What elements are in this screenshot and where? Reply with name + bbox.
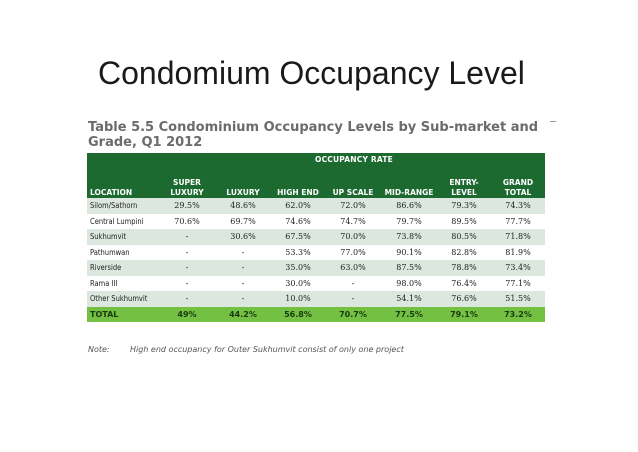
column-header-location: LOCATION — [87, 166, 159, 198]
total-label: TOTAL — [87, 307, 159, 322]
occupancy-cell-luxury: 69.7% — [215, 214, 271, 230]
column-header-up-scale: UP SCALE — [325, 166, 381, 198]
slide-title: Condomium Occupancy Level — [98, 55, 525, 91]
occupancy-cell-up-scale: 70.0% — [325, 229, 381, 245]
occupancy-cell-grand-total: 73.4% — [491, 260, 545, 276]
occupancy-cell-super-luxury: - — [159, 229, 215, 245]
total-cell-up-scale: 70.7% — [325, 307, 381, 322]
occupancy-cell-super-luxury: - — [159, 291, 215, 307]
occupancy-cell-luxury: - — [215, 245, 271, 261]
note-text: High end occupancy for Outer Sukhumvit consist of only one project — [130, 345, 404, 354]
occupancy-cell-luxury: 30.6% — [215, 229, 271, 245]
occupancy-table — [87, 153, 545, 322]
occupancy-cell-entry-level: 78.8% — [437, 260, 491, 276]
table-note — [88, 345, 404, 354]
table-row — [87, 229, 545, 245]
table-row — [87, 198, 545, 214]
total-row — [87, 307, 545, 322]
occupancy-cell-super-luxury: 70.6% — [159, 214, 215, 230]
total-cell-luxury: 44.2% — [215, 307, 271, 322]
column-header-mid-range: MID-RANGE — [381, 166, 437, 198]
total-cell-high-end: 56.8% — [271, 307, 325, 322]
occupancy-cell-entry-level: 76.4% — [437, 276, 491, 292]
occupancy-cell-up-scale: 72.0% — [325, 198, 381, 214]
location-cell: Other Sukhumvit — [87, 291, 159, 307]
location-cell: Rama III — [87, 276, 159, 292]
occupancy-cell-grand-total: 77.7% — [491, 214, 545, 230]
location-cell: Riverside — [87, 260, 159, 276]
occupancy-rate-label: OCCUPANCY RATE — [271, 153, 437, 166]
occupancy-cell-up-scale: 74.7% — [325, 214, 381, 230]
occupancy-cell-up-scale: 63.0% — [325, 260, 381, 276]
occupancy-cell-mid-range: 54.1% — [381, 291, 437, 307]
occupancy-cell-mid-range: 90.1% — [381, 245, 437, 261]
occupancy-cell-entry-level: 82.8% — [437, 245, 491, 261]
occupancy-cell-up-scale: - — [325, 276, 381, 292]
occupancy-cell-super-luxury: - — [159, 260, 215, 276]
occupancy-cell-grand-total: 51.5% — [491, 291, 545, 307]
total-cell-mid-range: 77.5% — [381, 307, 437, 322]
table-row — [87, 276, 545, 292]
table-caption: Table 5.5 Condominium Occupancy Levels by Sub-market and Grade, Q1 2012 — [88, 120, 539, 150]
occupancy-cell-entry-level: 76.6% — [437, 291, 491, 307]
location-cell: Pathumwan — [87, 245, 159, 261]
occupancy-cell-mid-range: 79.7% — [381, 214, 437, 230]
column-header-high-end: HIGH END — [271, 166, 325, 198]
occupancy-cell-entry-level: 80.5% — [437, 229, 491, 245]
occupancy-cell-entry-level: 79.3% — [437, 198, 491, 214]
table-row — [87, 291, 545, 307]
column-header-super-luxury: SUPER LUXURY — [159, 166, 215, 198]
total-cell-grand-total: 73.2% — [491, 307, 545, 322]
occupancy-cell-high-end: 10.0% — [271, 291, 325, 307]
occupancy-cell-up-scale: 77.0% — [325, 245, 381, 261]
occupancy-cell-high-end: 74.6% — [271, 214, 325, 230]
occupancy-cell-high-end: 67.5% — [271, 229, 325, 245]
occupancy-cell-high-end: 30.0% — [271, 276, 325, 292]
occupancy-cell-mid-range: 87.5% — [381, 260, 437, 276]
occupancy-cell-mid-range: 73.8% — [381, 229, 437, 245]
occupancy-cell-high-end: 53.3% — [271, 245, 325, 261]
occupancy-cell-luxury: - — [215, 276, 271, 292]
occupancy-cell-luxury: - — [215, 291, 271, 307]
location-cell: Sukhumvit — [87, 229, 159, 245]
column-header-row — [87, 166, 545, 198]
table-row — [87, 260, 545, 276]
occupancy-cell-grand-total: 81.9% — [491, 245, 545, 261]
table-row — [87, 214, 545, 230]
location-cell: Central Lumpini — [87, 214, 159, 230]
decorative-tick — [550, 121, 556, 122]
column-header-grand-total: GRAND TOTAL — [491, 166, 545, 198]
occupancy-cell-super-luxury: - — [159, 245, 215, 261]
occupancy-cell-luxury: 48.6% — [215, 198, 271, 214]
occupancy-cell-super-luxury: 29.5% — [159, 198, 215, 214]
column-header-luxury: LUXURY — [215, 166, 271, 198]
note-label: Note: — [88, 345, 110, 354]
occupancy-cell-grand-total: 74.3% — [491, 198, 545, 214]
table-row — [87, 245, 545, 261]
occupancy-cell-high-end: 35.0% — [271, 260, 325, 276]
total-cell-super-luxury: 49% — [159, 307, 215, 322]
occupancy-cell-super-luxury: - — [159, 276, 215, 292]
group-header-row — [87, 153, 545, 166]
occupancy-cell-mid-range: 98.0% — [381, 276, 437, 292]
occupancy-cell-grand-total: 77.1% — [491, 276, 545, 292]
location-cell: Silom/Sathorn — [87, 198, 159, 214]
occupancy-cell-high-end: 62.0% — [271, 198, 325, 214]
occupancy-cell-luxury: - — [215, 260, 271, 276]
occupancy-cell-up-scale: - — [325, 291, 381, 307]
total-cell-entry-level: 79.1% — [437, 307, 491, 322]
occupancy-cell-entry-level: 89.5% — [437, 214, 491, 230]
occupancy-cell-mid-range: 86.6% — [381, 198, 437, 214]
occupancy-cell-grand-total: 71.8% — [491, 229, 545, 245]
column-header-entry-level: ENTRY-LEVEL — [437, 166, 491, 198]
